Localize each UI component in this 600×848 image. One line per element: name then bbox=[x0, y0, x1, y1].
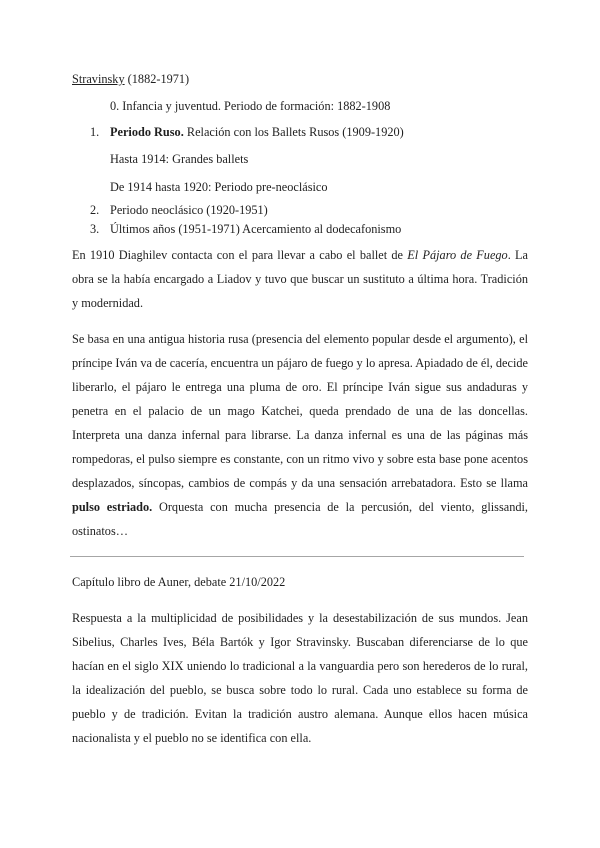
outline-item bbox=[72, 220, 528, 239]
document-heading bbox=[72, 67, 528, 91]
work-title: El Pájaro de Fuego bbox=[407, 248, 508, 262]
paragraph-firebird-intro bbox=[72, 243, 528, 315]
outline-number: 2. bbox=[90, 203, 100, 217]
outline-subitem: Hasta 1914: Grandes ballets bbox=[110, 152, 249, 166]
outline-number: 3. bbox=[90, 222, 100, 236]
period-outline bbox=[72, 93, 528, 239]
key-term: pulso estriado. bbox=[72, 500, 153, 514]
outline-text: Periodo neoclásico (1920-1951) bbox=[110, 203, 268, 217]
outline-number bbox=[72, 93, 110, 119]
paragraph-text: Se basa en una antigua historia rusa (presencia del elemento popular desde el argumento), el príncipe Iván va de cacería, encuentra un pájaro de fuego y lo apresa. Apiadado de él, decide liberarlo, el pájaro le entrega una pluma de oro. El príncipe Iván sigue sus andaduras y penetra en el palacio de un mago Katchei, queda prendado de una de las doncellas. Interpreta una danza infernal para librarse. La danza infernal es una de las páginas más rompedoras, el pulso siempre es constante, con un ritmo vivo y sobre esta base pone acentos desplazados, síncopas, cambios de compás y da una sensación arrebatadora. Esto se llama bbox=[72, 332, 528, 490]
paragraph-text: En 1910 Diaghilev contacta con el para llevar a cabo el ballet de bbox=[72, 248, 408, 262]
outline-text: 0. Infancia y juventud. Periodo de formación: 1882-1908 bbox=[110, 99, 391, 113]
paragraph-firebird-story bbox=[72, 327, 528, 543]
outline-item bbox=[72, 201, 528, 220]
composer-name: Stravinsky bbox=[72, 72, 125, 86]
paragraph-text: Orquesta con mucha presencia de la percusión, del viento, glissandi, ostinatos… bbox=[72, 500, 528, 538]
section-divider bbox=[70, 556, 524, 557]
section-title: Capítulo libro de Auner, debate 21/10/2022 bbox=[72, 575, 286, 589]
outline-number: 1. bbox=[90, 125, 100, 139]
document-page bbox=[72, 67, 528, 750]
paragraph-text: . La obra se la había encargado a Liadov y tuvo que buscar un sustituto a última hora. Tradición y modernidad. bbox=[72, 248, 529, 310]
outline-item bbox=[72, 93, 528, 119]
composer-years: (1882-1971) bbox=[124, 72, 190, 86]
outline-subitem: De 1914 hasta 1920: Periodo pre-neoclásico bbox=[110, 180, 328, 194]
outline-text: Relación con los Ballets Rusos (1909-1920) bbox=[183, 125, 404, 139]
outline-text: Últimos años (1951-1971) Acercamiento al dodecafonismo bbox=[110, 222, 402, 236]
outline-item bbox=[72, 119, 528, 145]
paragraph-auner: Respuesta a la multiplicidad de posibilidades y la desestabilización de sus mundos. Jean Sibelius, Charles Ives, Béla Bartók y Igor Stravinsky. Buscaban diferenciarse de lo que hacían en el siglo XIX uniendo lo tradicional a la vanguardia pero son herederos de lo rural, la idealización del pueblo, se busca sobre todo lo rural. Cada uno establece su forma de pueblo y de tradición. Evitan la tradición austro alemana. Aunque ellos hacen música nacionalista y el pueblo no se identifica con ella. bbox=[72, 611, 528, 745]
outline-bold-text: Periodo Ruso. bbox=[110, 125, 184, 139]
